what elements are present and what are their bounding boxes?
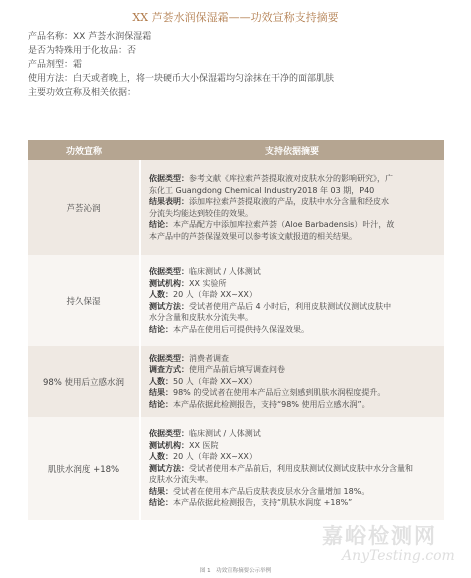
basis-line xyxy=(149,399,438,411)
basis-line xyxy=(149,324,438,336)
basis-line-label: 测试方法： xyxy=(149,301,189,311)
claim-cell: 芦荟沁润 xyxy=(28,160,140,255)
basis-line-text: 本产品依据此检测报告，支持“98% 使用后立感水润”。 xyxy=(173,399,370,409)
basis-line xyxy=(149,474,438,486)
basis-line-text: 受试者在使用本产品后皮肤表皮层水分含量增加 18%。 xyxy=(173,486,370,496)
figure-caption: 图 1 功效宣称摘要公示举例 xyxy=(199,568,272,574)
basis-line xyxy=(149,173,438,185)
usage-method-line: 使用方法：白天或者晚上，将一块硬币大小保湿霜均匀涂抹在干净的面部肌肤 xyxy=(28,74,335,84)
basis-line-text: 临床测试 / 人体测试 xyxy=(189,429,261,439)
basis-line-text: 水分含量和皮肤水分流失率。 xyxy=(149,313,253,322)
basis-line-label: 结论： xyxy=(149,220,173,229)
basis-line-label: 测试机构： xyxy=(149,278,189,288)
basis-line-label: 测试机构： xyxy=(149,440,189,450)
basis-line-label: 人数： xyxy=(149,376,173,386)
basis-line-label: 结果： xyxy=(149,486,173,496)
dosage-form-line: 产品剂型：霜 xyxy=(28,60,83,70)
basis-line-label: 结论： xyxy=(149,324,173,334)
basis-line-text: 本产品中的芦荟保湿效果可以参考该文献报道的相关结果。 xyxy=(149,231,357,241)
claim-cell: 持久保湿 xyxy=(28,255,140,346)
basis-line xyxy=(149,376,438,388)
table-row xyxy=(28,346,444,417)
basis-line-text: XX 实验所 xyxy=(189,278,227,288)
basis-line xyxy=(149,185,438,197)
basis-line-label: 结论： xyxy=(149,399,173,409)
basis-line xyxy=(149,278,438,290)
watermark-en: AnyTesting.com xyxy=(342,548,455,564)
special-use-line: 是否为特殊用于化妆品：否 xyxy=(28,46,137,56)
basis-line xyxy=(149,364,438,376)
basis-line xyxy=(149,486,438,498)
basis-line-label: 人数： xyxy=(149,452,173,462)
table-row xyxy=(28,160,444,255)
basis-line-label: 依据类型： xyxy=(149,267,189,276)
claims-intro-line: 主要功效宣称及相关依据： xyxy=(28,88,137,98)
header-claim: 功效宣称 xyxy=(28,140,140,160)
basis-line-text: 皮肤水分流失率。 xyxy=(149,475,213,485)
basis-line-text: 使用产品前后填写调查问卷 xyxy=(189,365,285,375)
basis-line-label: 结论： xyxy=(149,498,173,508)
basis-line-text: 东化工 Guangdong Chemical Industry2018 年 03 期，P40 xyxy=(149,185,375,195)
basis-line-label: 测试方法： xyxy=(149,463,189,473)
basis-line-label: 依据类型： xyxy=(149,429,189,439)
header-basis: 支持依据摘要 xyxy=(140,140,444,160)
table-row xyxy=(28,417,444,520)
basis-line-text: 本产品配方中添加库拉索芦荟（Aloe Barbadensis）叶汁，故 xyxy=(173,220,395,229)
basis-line-label: 依据类型： xyxy=(149,353,189,363)
basis-cell xyxy=(140,417,444,520)
basis-line-text: 参考文献《库拉索芦荟提取液对皮肤水分的影响研究》，广 xyxy=(189,174,393,183)
page-title: XX 芦荟水润保湿霜——功效宣称支持摘要 xyxy=(132,11,339,24)
basis-line-text: 本产品在使用后可提供持久保湿效果。 xyxy=(173,324,309,334)
basis-line xyxy=(149,196,438,208)
basis-line-text: 受试者使用产品后 4 小时后，利用皮肤测试仪测试皮肤中 xyxy=(189,301,392,311)
basis-line xyxy=(149,451,438,463)
basis-line xyxy=(149,440,438,452)
basis-line-label: 调查方式： xyxy=(149,365,189,375)
basis-line-label: 结果表明： xyxy=(149,197,189,206)
claims-table xyxy=(28,140,444,520)
basis-line-text: 分流失均能达到较佳的效果。 xyxy=(149,208,253,218)
basis-line-text: 98% 的受试者在使用本产品后立刻感到肌肤水润程度提升。 xyxy=(173,388,386,398)
basis-line xyxy=(149,231,438,243)
basis-line-text: XX 医院 xyxy=(189,440,219,450)
product-name-line: 产品名称：XX 芦荟水润保湿霜 xyxy=(28,32,152,42)
basis-line-label: 依据类型： xyxy=(149,174,189,183)
basis-line xyxy=(149,463,438,475)
basis-line xyxy=(149,387,438,399)
basis-line-text: 本产品依据此检测报告，支持“肌肤水润度 +18%” xyxy=(173,498,353,508)
basis-line-text: 20 人（年龄 XX~XX） xyxy=(173,290,257,299)
basis-line-text: 临床测试 / 人体测试 xyxy=(189,267,261,276)
basis-line xyxy=(149,312,438,324)
claim-cell: 肌肤水润度 +18% xyxy=(28,417,140,520)
basis-line-text: 添加库拉索芦荟提取液的产品，皮肤中水分含量和经皮水 xyxy=(189,197,389,206)
basis-line xyxy=(149,266,438,278)
basis-line-text: 20 人（年龄 XX~XX） xyxy=(173,452,257,462)
basis-line-label: 结果： xyxy=(149,388,173,398)
basis-line xyxy=(149,208,438,220)
basis-line xyxy=(149,428,438,440)
basis-line-text: 50 人（年龄 XX~XX） xyxy=(173,376,257,386)
basis-line xyxy=(149,301,438,313)
basis-cell xyxy=(140,255,444,346)
basis-cell xyxy=(140,346,444,417)
basis-line xyxy=(149,353,438,365)
table-header-row xyxy=(28,140,444,160)
watermark-cn: 嘉峪检测网 xyxy=(322,524,437,548)
basis-line xyxy=(149,497,438,509)
product-info xyxy=(28,30,448,100)
basis-line-label: 人数： xyxy=(149,290,173,299)
table-row xyxy=(28,255,444,346)
basis-cell xyxy=(140,160,444,255)
basis-line xyxy=(149,289,438,301)
basis-line-text: 受试者使用本产品前后，利用皮肤测试仪测试皮肤中水分含量和 xyxy=(189,463,413,473)
claim-cell: 98% 使用后立感水润 xyxy=(28,346,140,417)
basis-line-text: 消费者调查 xyxy=(189,353,229,363)
basis-line xyxy=(149,219,438,231)
